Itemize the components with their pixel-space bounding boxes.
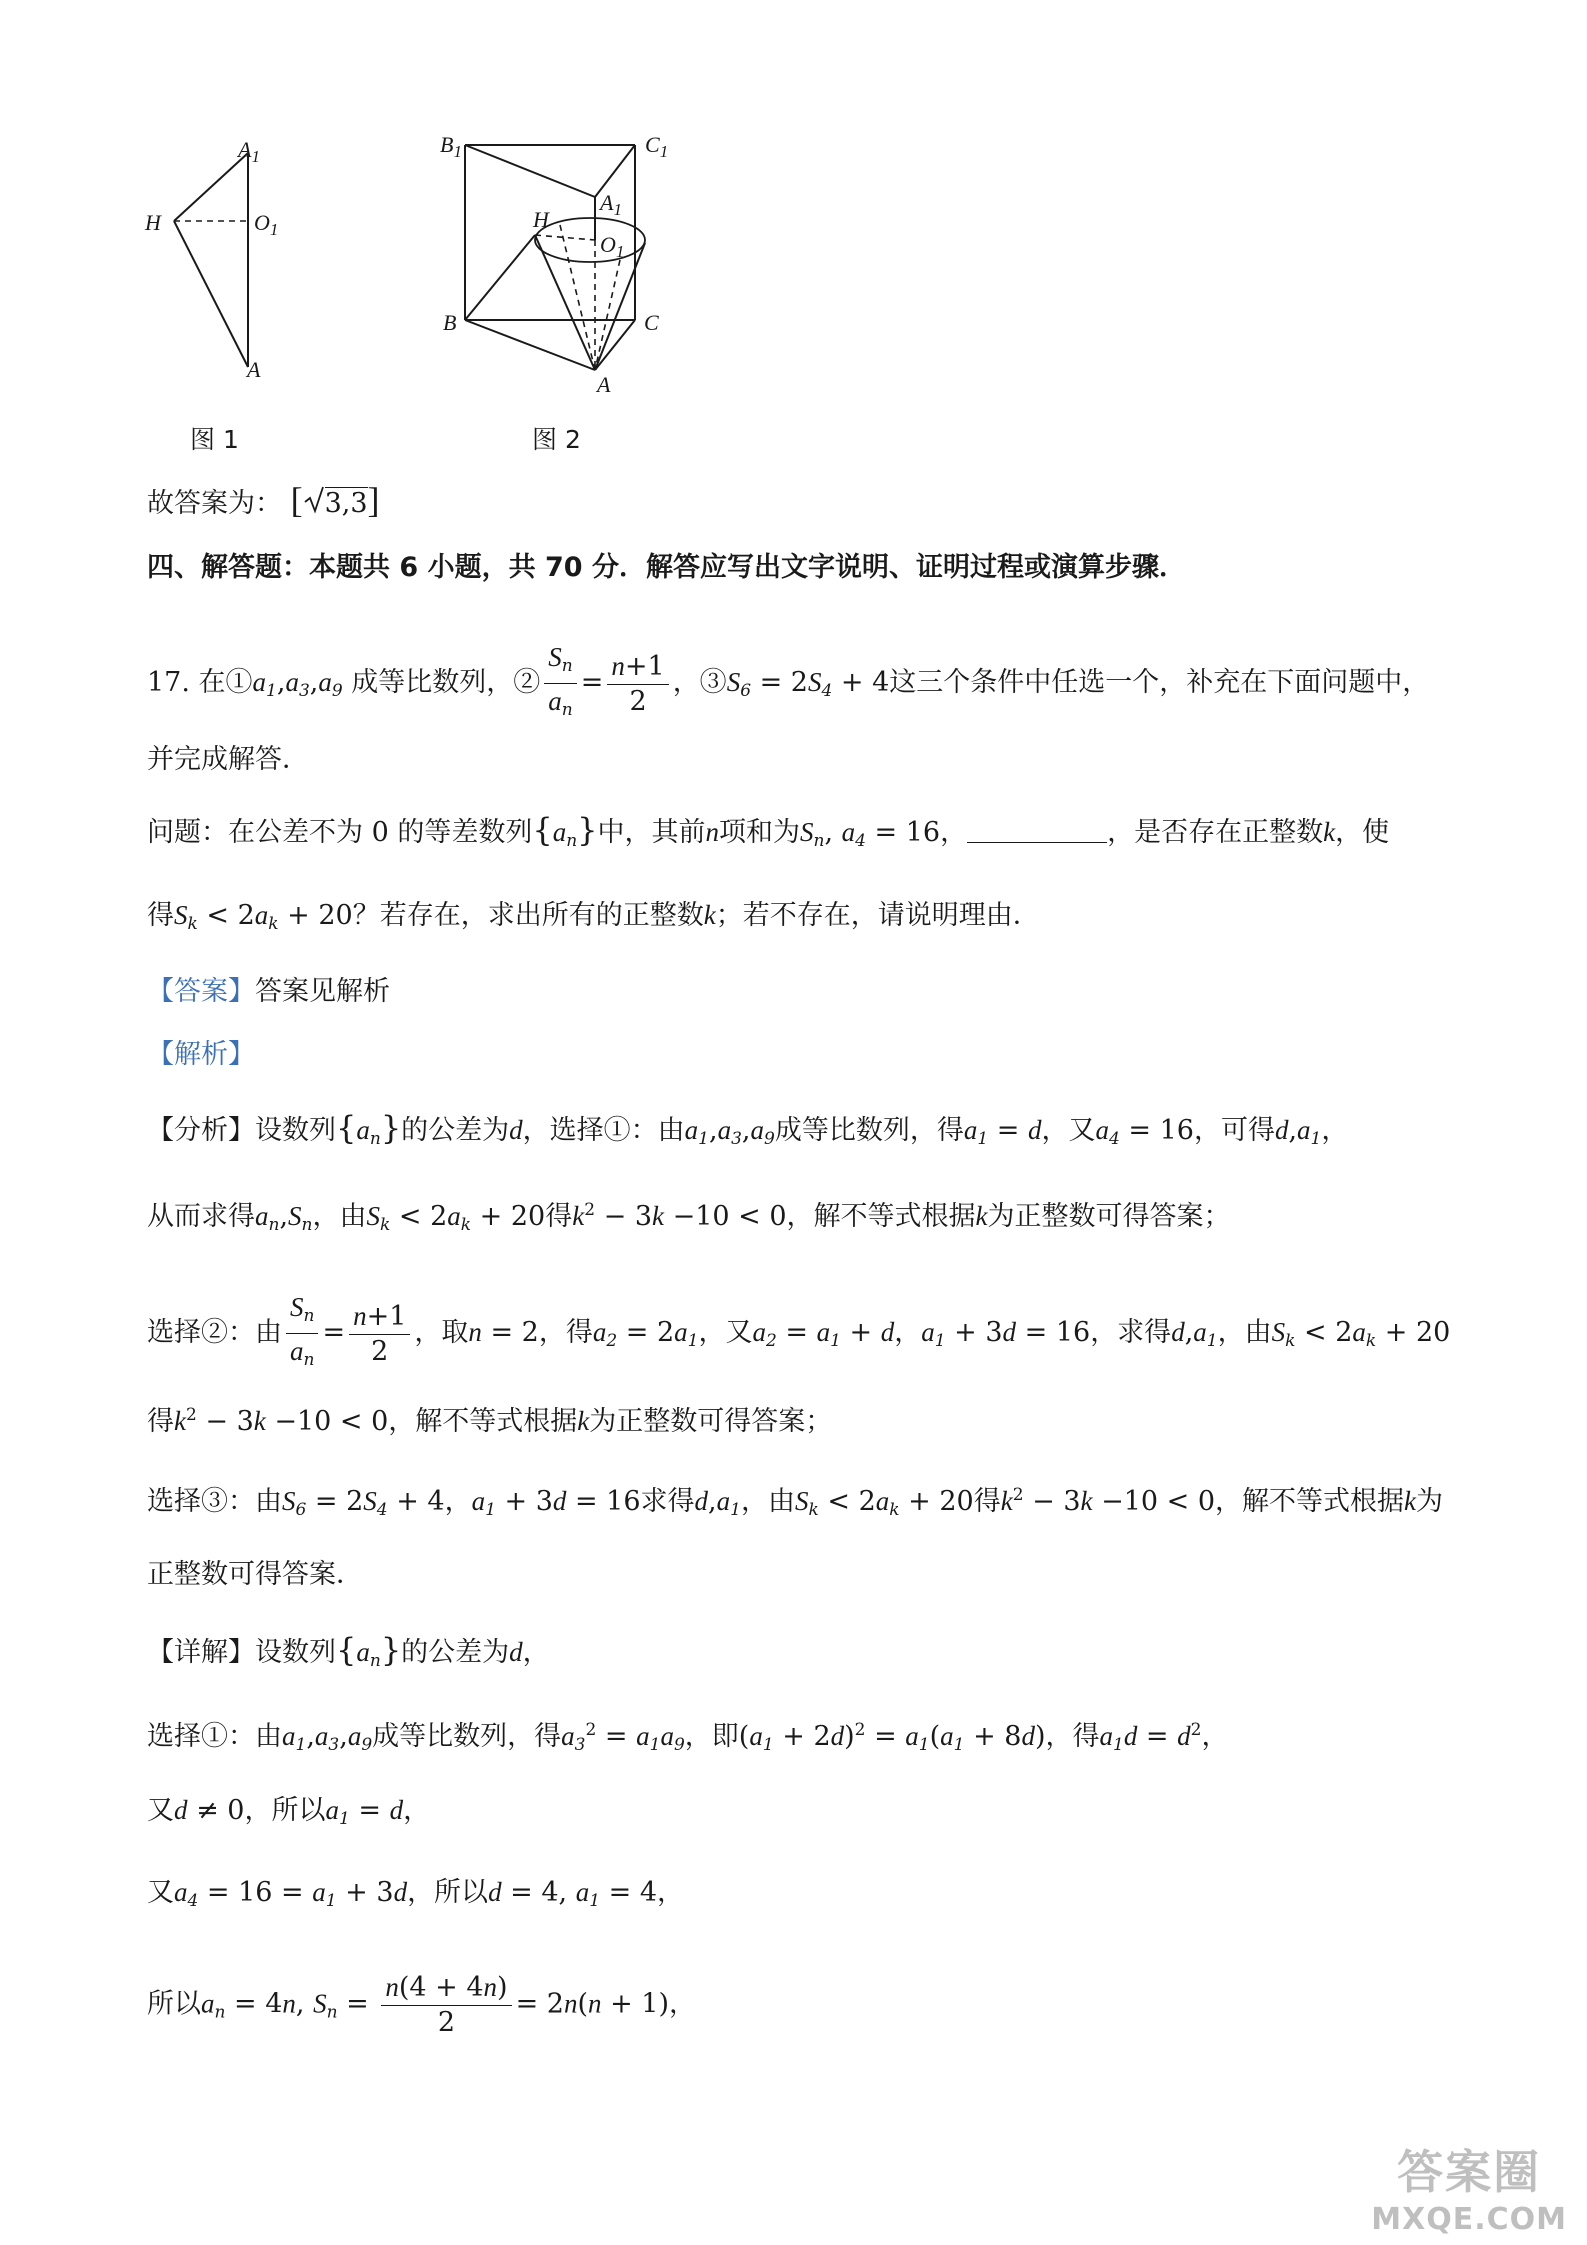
fig1-label-A1: $A_1$	[238, 137, 260, 166]
fig2-label-H: H	[533, 207, 549, 232]
detail-line-2: 选择①：由$a_1,a_3,a_9$成等比数列，得$a_3^2 = a_1a_9$，即$(a_1 + 2d)^2 = a_1(a_1 + 8d)$，得$a_1d = d^2$，	[147, 1720, 1229, 1755]
analysis-line-6: 正整数可得答案．	[147, 1559, 363, 1590]
analysis-tag: 【解析】	[147, 1039, 255, 1070]
figure-2-prism-cone	[430, 125, 680, 395]
fill-in-blank[interactable]	[967, 814, 1107, 843]
section-heading: 四、解答题：本题共 6 小题，共 70 分．解答应写出文字说明、证明过程或演算步骤．	[147, 552, 1186, 583]
analysis-line-4: 得$k^2 - 3k -10 < 0$，解不等式根据k为正整数可得答案；	[147, 1405, 833, 1437]
analysis-line-3: 选择②：由 $\frac{S_n}{a_n}$ = $\frac{n+1}{2}$ ，取n = 2，得$a_2 = 2a_1$，又$a_2 = a_1 + d$，$a_1 + 3d = 16$，求得$d,a_1$，由$S_k < 2a_k + 20$	[147, 1292, 1451, 1370]
q17-line-3: 问题：在公差不为 0 的等差数列$\{a_n\}$中，其前n项和为$S_n$, $a_4 = 16$， ，是否存在正整数k，使	[147, 811, 1390, 851]
answer-line: 故答案为： [ 3,3]	[147, 480, 380, 520]
figure-1-caption: 图 1	[190, 425, 239, 454]
analysis-line-5: 选择③：由$S_6 = 2S_4 + 4$，$a_1 + 3d = 16$求得$d,a_1$，由$S_k < 2a_k + 20$得$k^2 - 3k -10 < 0$，解不等式根据k为	[147, 1485, 1443, 1520]
fig2-label-A: A	[597, 372, 611, 397]
analysis-line-1: 【分析】设数列$\{a_n\}$的公差为d，选择①：由$a_1,a_3,a_9$成等比数列，得$a_1 = d$，又$a_4 = 16$，可得$d,a_1$，	[147, 1109, 1349, 1149]
fig2-label-C: C	[644, 310, 659, 335]
figure-2-caption: 图 2	[532, 425, 581, 454]
fig2-label-B: B	[443, 310, 457, 335]
fig1-label-A: A	[247, 357, 261, 382]
q17-line-1: 17. 在$①a_1,a_3,a_9$ 成等比数列，② $\frac{S_n}{a_n}$ = $\frac{n+1}{2}$ ，$③S_6 = 2S_4 + 4$这三个条件中任选一个，补充在下面问题中，	[147, 642, 1430, 720]
figure-1-triangle	[140, 125, 310, 385]
fig1-label-O1: $O_1$	[254, 210, 279, 239]
detail-line-1: 【详解】设数列$\{a_n\}$的公差为d，	[147, 1631, 550, 1671]
fig2-label-C1: $C_1$	[645, 132, 669, 161]
fig2-label-B1: $B_1$	[440, 132, 462, 161]
q17-line-4: 得$S_k < 2a_k + 20$？若存在，求出所有的正整数k；若不存在，请说明理由．	[147, 900, 1040, 934]
fig1-label-H: H	[145, 210, 161, 235]
detail-line-3: 又d ≠ 0，所以$a_1 = d$，	[147, 1795, 431, 1829]
q17-line-2: 并完成解答．	[147, 744, 309, 775]
watermark-logo: 答案圈 MXQE.COM	[1371, 2145, 1567, 2237]
answer-tag: 【答案】答案见解析	[147, 976, 390, 1007]
analysis-line-2: 从而求得$a_n,S_n$，由$S_k < 2a_k + 20$得$k^2 - 3k -10 < 0$，解不等式根据k为正整数可得答案；	[147, 1200, 1231, 1235]
fig2-label-A1: $A_1$	[600, 190, 622, 219]
detail-line-5: 所以$a_n = 4n$, $S_n$ = $\frac{n(4 + 4n)}{2}$ = 2n(n + 1)，	[147, 1972, 697, 2038]
detail-line-4: 又$a_4 = 16 = a_1 + 3d$，所以d = 4, $a_1 = 4$，	[147, 1877, 684, 1911]
fig2-label-O1: $O_1$	[600, 232, 625, 261]
